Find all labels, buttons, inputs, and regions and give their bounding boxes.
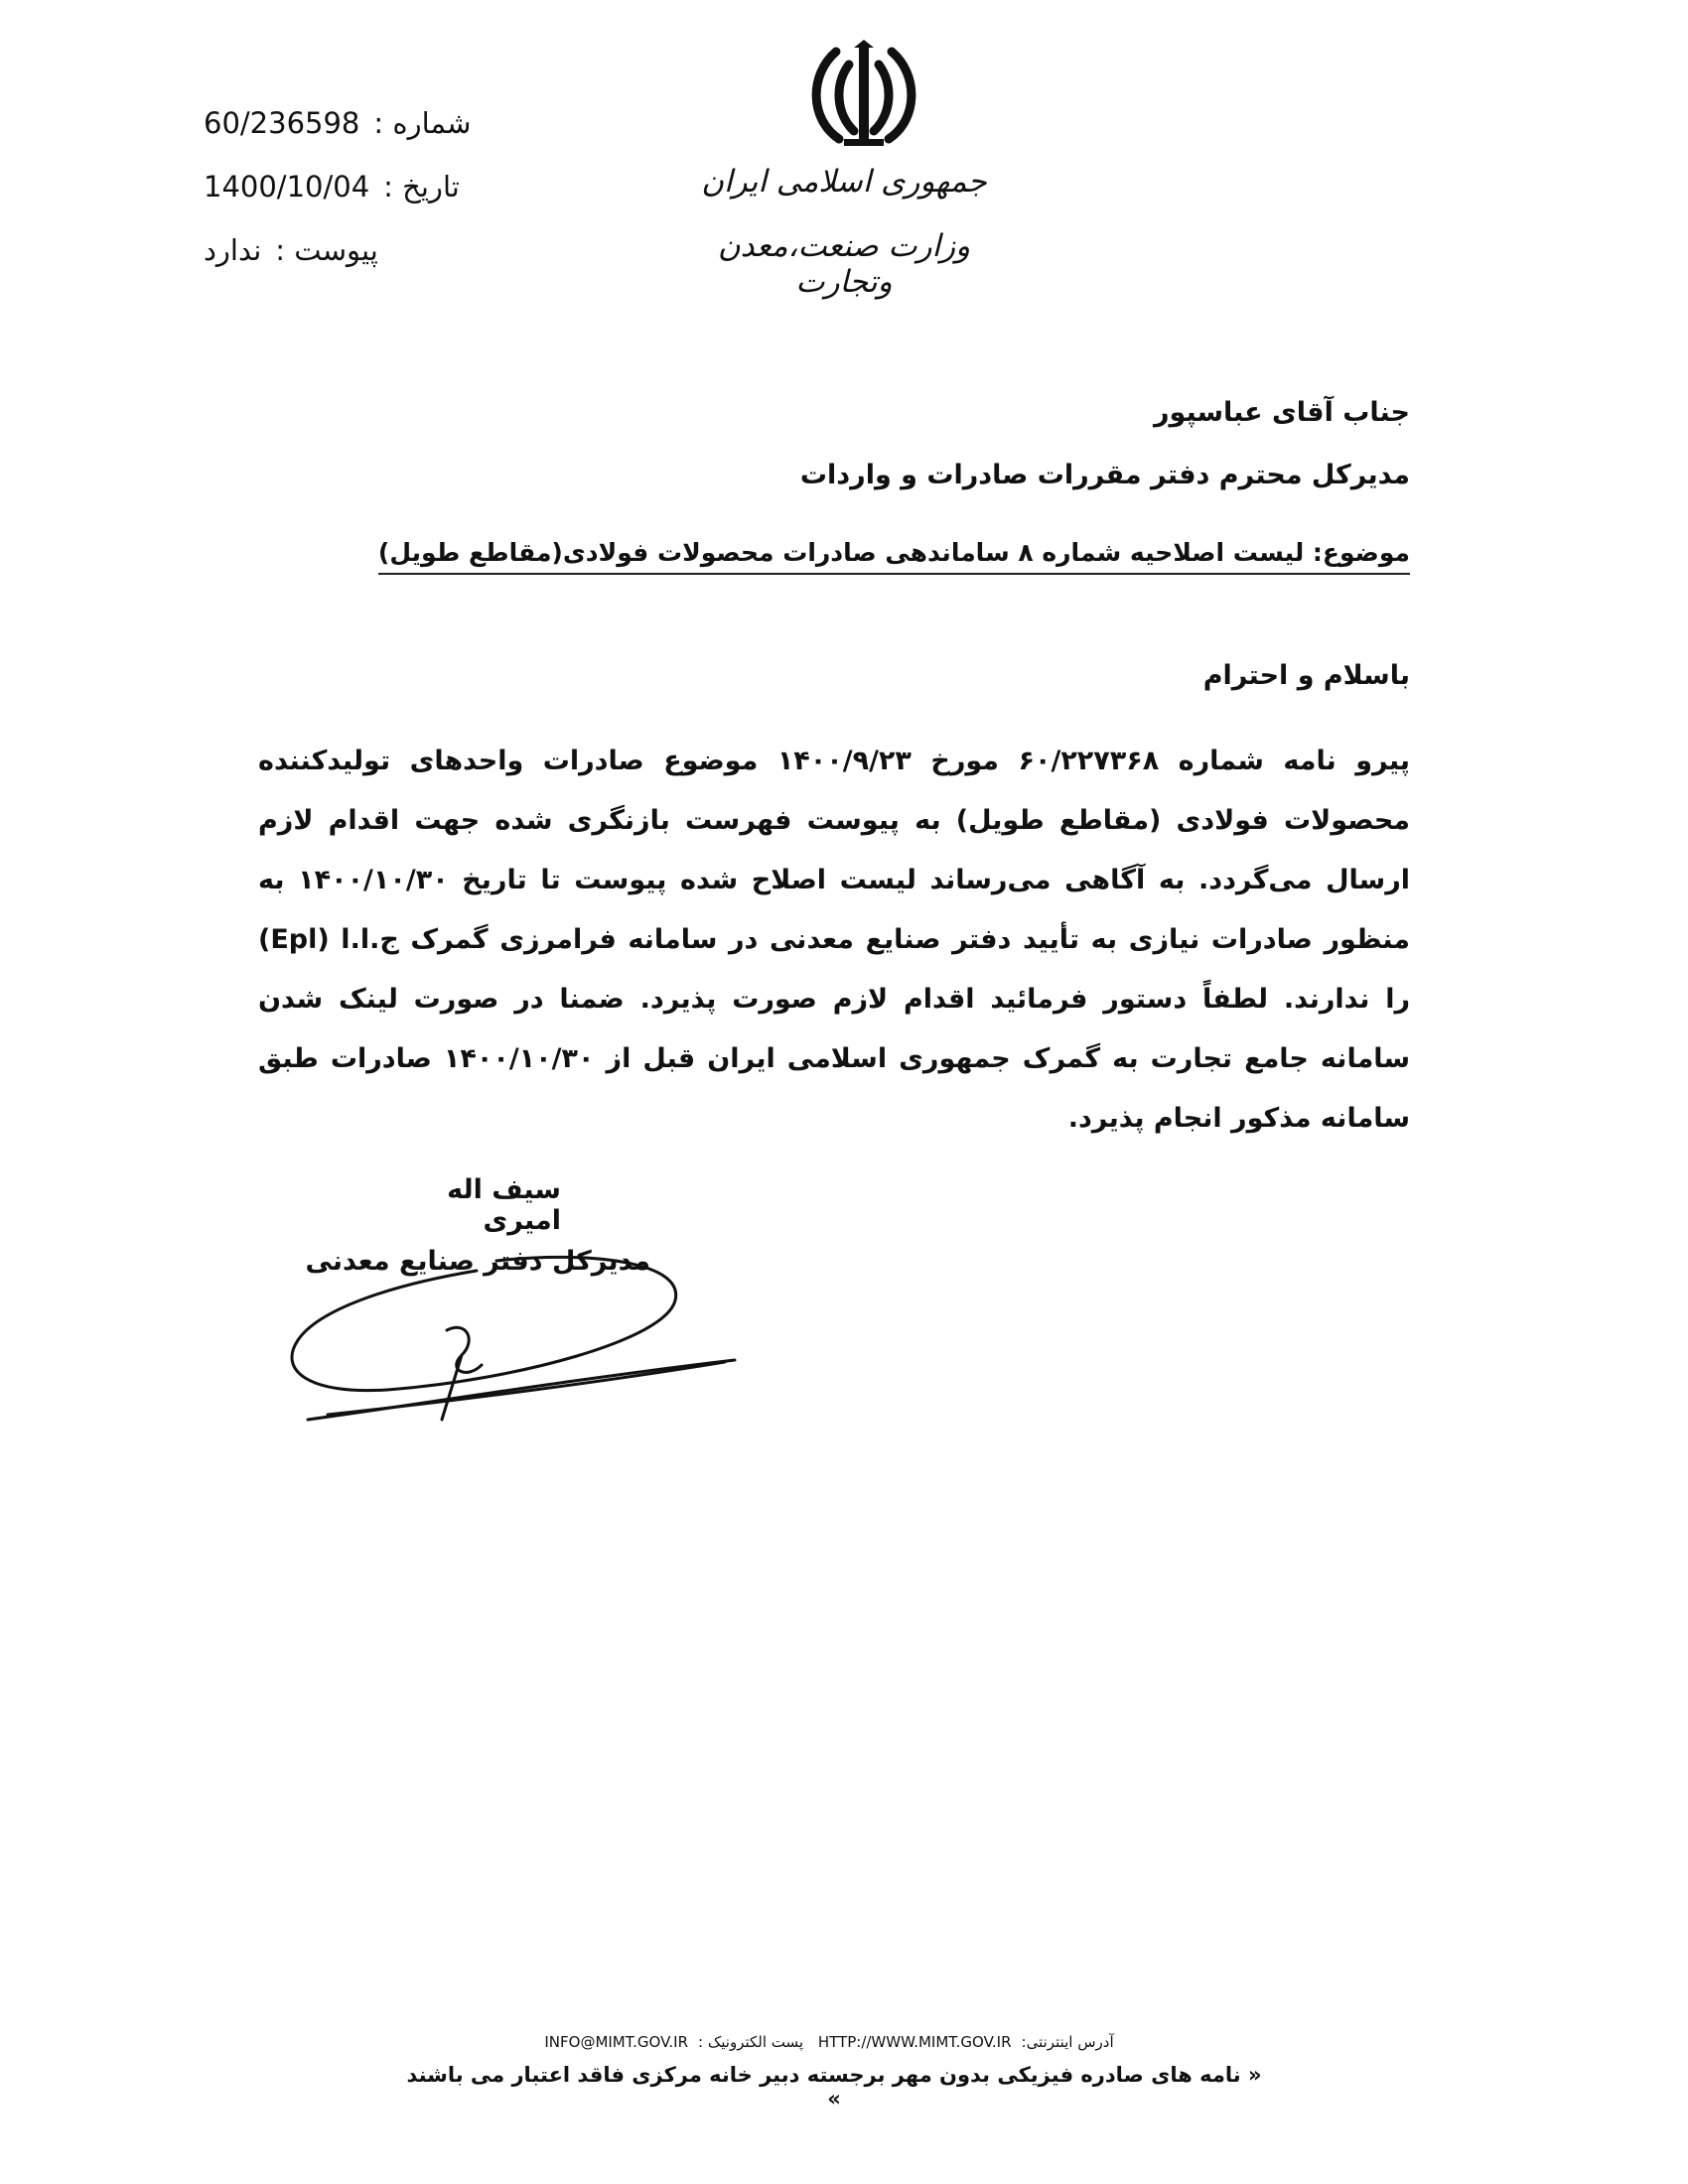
website-link[interactable]: HTTP://WWW.MIMT.GOV.IR — [817, 2033, 1012, 2051]
letter-attachment-label: پیوست : — [275, 233, 378, 267]
letter-number-label: شماره : — [373, 106, 472, 140]
email-link[interactable]: INFO@MIMT.GOV.IR — [544, 2033, 689, 2051]
letter-subject: موضوع: لیست اصلاحیه شماره ۸ ساماندهی صادرات محصولات فولادی(مقاطع طویل) — [378, 538, 1410, 575]
website-label: آدرس اینترنتی: — [1021, 2033, 1114, 2051]
letter-body: پیرو نامه شماره ۶۰/۲۲۷۳۶۸ مورخ ۱۴۰۰/۹/۲۳ موضوع صادرات واحدهای تولیدکننده محصولات فولادی (مقاطع طویل) به پیوست فهرست بازنگری شده جهت اقدام لازم ارسال می‌گردد. به آگاهی می‌رساند لیست اصلاح شده پیوست تا تاریخ ۱۴۰۰/۱۰/۳۰ به منظور صادرات نیازی به تأیید دفتر صنایع معدنی در سامانه فرامرزی گمرک ج.ا.ا (Epl) را ندارند. لطفاً دستور فرمائید اقدام لازم صورت پذیرد. ضمنا در صورت لینک شدن سامانه جامع تجارت به گمرک جمهوری اسلامی ایران قبل از ۱۴۰۰/۱۰/۳۰ صادرات طبق سامانه مذکور انجام پذیرد. — [258, 746, 1410, 1134]
letter-number-value: 60/236598 — [204, 106, 360, 140]
signatory-title: مدیرکل دفتر صنایع معدنی — [305, 1246, 650, 1277]
letter-attachment-value: ندارد — [204, 233, 262, 267]
greeting: باسلام و احترام — [1202, 660, 1410, 691]
recipient-name: جناب آقای عباسپور — [1153, 397, 1410, 428]
handwritten-signature-icon — [268, 1231, 745, 1430]
letter-number-row — [204, 91, 482, 155]
letter-meta — [204, 91, 482, 282]
letter-date-row — [204, 155, 482, 218]
email-label: پست الکترونیک : — [698, 2033, 804, 2051]
ministry-name: وزارت صنعت،معدن وتجارت — [717, 228, 971, 300]
footer-validity-note: « نامه های صادره فیزیکی بدون مهر برجسته دبیر خانه مرکزی فاقد اعتبار می باشند » — [406, 2063, 1262, 2111]
country-name: جمهوری اسلامی ایران — [701, 164, 987, 200]
recipient-title: مدیرکل محترم دفتر مقررات صادرات و واردات — [799, 460, 1410, 490]
letter-date-value: 1400/10/04 — [204, 170, 370, 204]
national-emblem-icon — [804, 40, 923, 154]
letter-attachment-row — [204, 218, 482, 282]
footer-contacts — [487, 2033, 1182, 2051]
letter-date-label: تاریخ : — [383, 170, 460, 204]
signatory-name: سیف اله امیری — [447, 1174, 561, 1236]
